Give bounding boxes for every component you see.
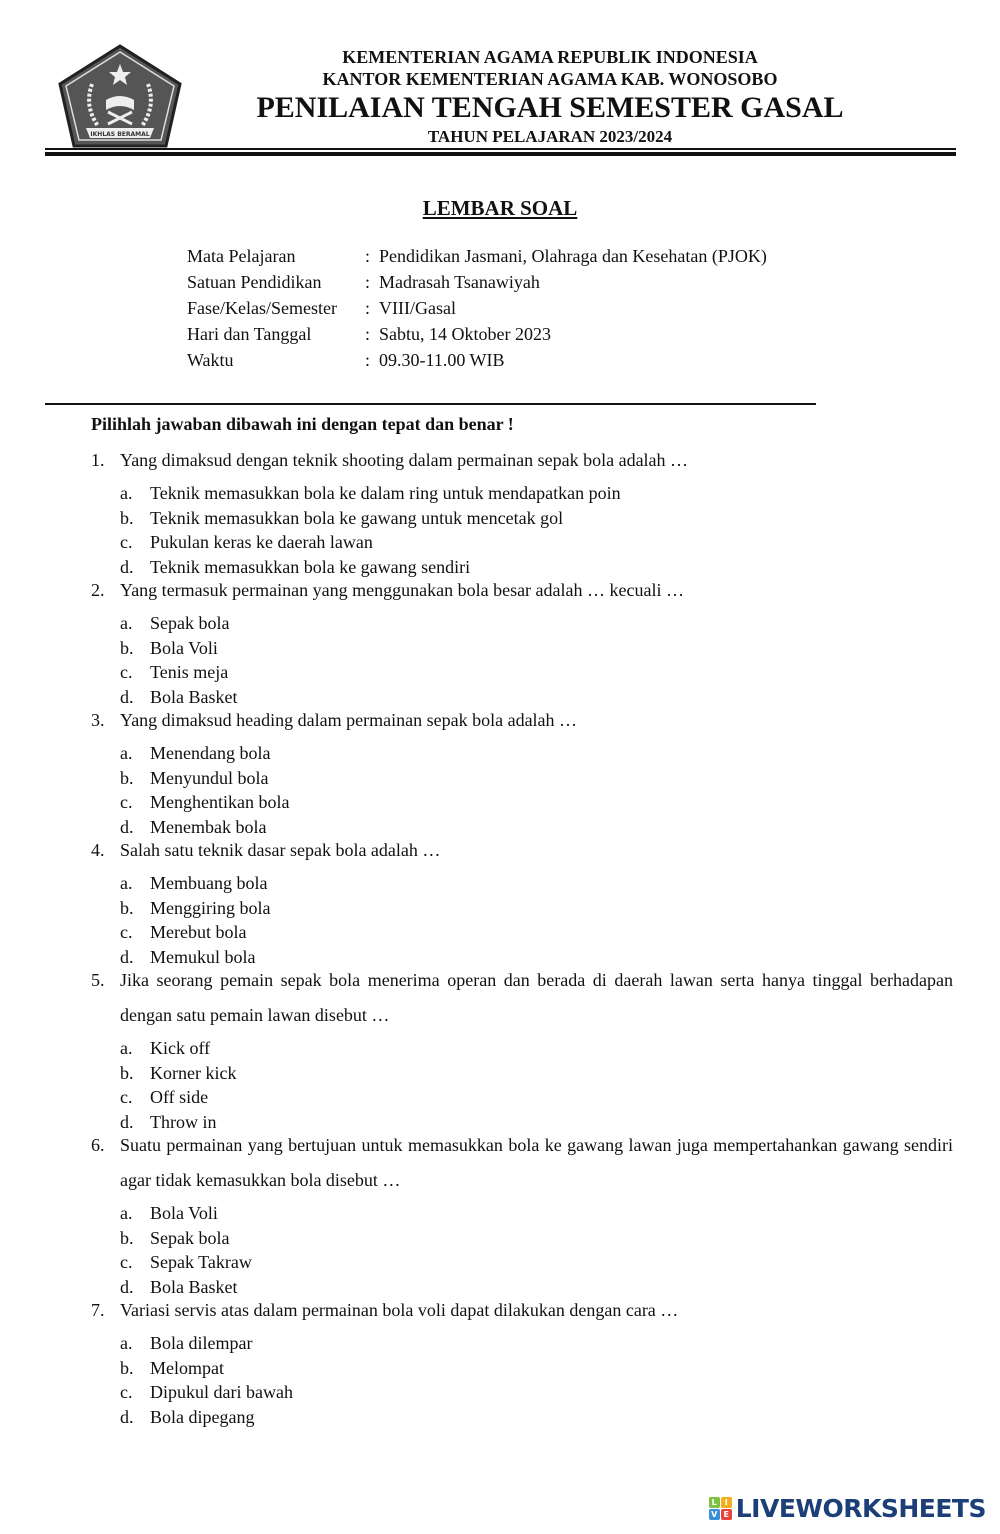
option-letter: b. [120, 1062, 134, 1083]
info-colon: : [365, 246, 371, 266]
answer-option[interactable] [120, 1380, 953, 1405]
question-stem [91, 573, 953, 608]
option-letter: a. [120, 1038, 133, 1058]
info-row [187, 321, 767, 347]
info-value: Sabtu, 14 Oktober 2023 [379, 324, 551, 344]
header-exam-title: PENILAIAN TENGAH SEMESTER GASAL [256, 91, 844, 124]
question-number: 1. [91, 450, 105, 470]
option-letter: d. [120, 946, 134, 967]
tile: E [721, 1509, 732, 1520]
answer-option[interactable] [120, 896, 953, 921]
option-letter: c. [120, 532, 133, 552]
answer-option[interactable] [120, 1201, 953, 1226]
question-text: Yang dimaksud dengan teknik shooting dalam permainan sepak bola adalah … [120, 450, 689, 470]
option-text: Bola dilempar [150, 1333, 253, 1353]
question-text: Yang dimaksud heading dalam permainan sepak bola adalah … [120, 710, 578, 730]
question-stem [91, 703, 953, 738]
option-letter: b. [120, 637, 134, 658]
option-letter: c. [120, 1252, 133, 1272]
option-letter: a. [120, 1333, 133, 1353]
option-letter: a. [120, 613, 133, 633]
question-7 [91, 1293, 953, 1429]
info-label: Satuan Pendidikan [187, 272, 322, 292]
answer-option[interactable] [120, 611, 953, 636]
option-letter: b. [120, 507, 134, 528]
option-letter: c. [120, 1382, 133, 1402]
answer-option[interactable] [120, 1085, 953, 1110]
question-number: 7. [91, 1300, 105, 1320]
option-letter: d. [120, 816, 134, 837]
question-5 [91, 963, 953, 1134]
info-colon: : [365, 298, 371, 318]
answer-option[interactable] [120, 1036, 953, 1061]
option-text: Throw in [150, 1111, 217, 1132]
answer-option[interactable] [120, 660, 953, 685]
answer-option[interactable] [120, 741, 953, 766]
header-office: KANTOR KEMENTERIAN AGAMA KAB. WONOSOBO [322, 69, 778, 89]
option-letter: b. [120, 1357, 134, 1378]
option-letter: c. [120, 1087, 133, 1107]
header-divider-thick [45, 152, 956, 156]
option-letter: c. [120, 662, 133, 682]
tile: L [709, 1497, 720, 1508]
info-row [187, 295, 767, 321]
option-text: Membuang bola [150, 873, 268, 893]
answer-option[interactable] [120, 530, 953, 555]
info-label: Fase/Kelas/Semester [187, 298, 337, 318]
answer-options [120, 481, 953, 579]
instruction: Pilihlah jawaban dibawah ini dengan tepat dan benar ! [91, 414, 514, 434]
option-text: Dipukul dari bawah [150, 1382, 293, 1402]
tile: V [709, 1509, 720, 1520]
liveworksheets-text: LIVEWORKSHEETS [735, 1494, 986, 1523]
option-text: Teknik memasukkan bola ke dalam ring untuk mendapatkan poin [150, 483, 621, 503]
info-row [187, 243, 767, 269]
option-letter: b. [120, 767, 134, 788]
question-text: Salah satu teknik dasar sepak bola adalah … [120, 840, 441, 860]
question-6 [91, 1128, 953, 1299]
info-value: VIII/Gasal [379, 298, 456, 318]
option-text: Merebut bola [150, 922, 247, 942]
answer-option[interactable] [120, 506, 953, 531]
option-text: Tenis meja [150, 662, 229, 682]
option-letter: a. [120, 873, 133, 893]
option-text: Menembak bola [150, 816, 267, 837]
question-number: 4. [91, 840, 105, 860]
answer-option[interactable] [120, 920, 953, 945]
question-number: 5. [91, 970, 105, 990]
header-year: TAHUN PELAJARAN 2023/2024 [427, 127, 673, 146]
answer-options [120, 1036, 953, 1134]
answer-options [120, 871, 953, 969]
option-letter: d. [120, 556, 134, 577]
header-ministry: KEMENTERIAN AGAMA REPUBLIK INDONESIA [342, 47, 758, 67]
option-text: Melompat [150, 1357, 224, 1378]
answer-option[interactable] [120, 766, 953, 791]
info-colon: : [365, 272, 371, 292]
page-title: LEMBAR SOAL [422, 196, 578, 220]
question-stem [91, 833, 953, 868]
option-text: Bola dipegang [150, 1406, 255, 1427]
answer-options [120, 1201, 953, 1299]
option-letter: a. [120, 483, 133, 503]
info-colon: : [365, 324, 371, 344]
option-text: Pukulan keras ke daerah lawan [150, 532, 373, 552]
option-text: Menyundul bola [150, 767, 269, 788]
header-divider-thin [45, 148, 956, 150]
info-value: 09.30-11.00 WIB [379, 350, 505, 370]
question-4 [91, 833, 953, 969]
answer-options [120, 741, 953, 839]
info-label: Mata Pelajaran [187, 246, 296, 266]
question-stem [91, 1293, 953, 1328]
answer-option[interactable] [120, 1061, 953, 1086]
info-label: Waktu [187, 350, 234, 370]
section-divider [45, 403, 816, 405]
question-text: Yang termasuk permainan yang menggunakan bola besar adalah … kecuali … [120, 580, 684, 600]
ministry-logo [58, 44, 182, 148]
option-text: Kick off [150, 1038, 211, 1058]
option-text: Bola Basket [150, 686, 238, 707]
option-letter: d. [120, 686, 134, 707]
question-stem [91, 1128, 953, 1198]
info-label: Hari dan Tanggal [187, 324, 312, 344]
option-letter: d. [120, 1406, 134, 1427]
info-row [187, 347, 767, 373]
question-number: 6. [91, 1135, 105, 1155]
answer-option[interactable] [120, 790, 953, 815]
option-text: Off side [150, 1087, 209, 1107]
svg-text:IKHLAS BERAMAL: IKHLAS BERAMAL [90, 131, 150, 138]
answer-option[interactable] [120, 481, 953, 506]
answer-option[interactable] [120, 1405, 953, 1430]
answer-option[interactable] [120, 1356, 953, 1381]
option-text: Sepak bola [150, 1227, 230, 1248]
info-value: Madrasah Tsanawiyah [379, 272, 540, 292]
question-number: 2. [91, 580, 105, 600]
option-letter: a. [120, 1203, 133, 1223]
question-3 [91, 703, 953, 839]
option-text: Sepak Takraw [150, 1252, 252, 1272]
option-text: Teknik memasukkan bola ke gawang sendiri [150, 556, 471, 577]
exam-info-table [187, 243, 767, 373]
option-text: Sepak bola [150, 613, 230, 633]
question-stem [91, 443, 953, 478]
answer-option[interactable] [120, 1226, 953, 1251]
answer-options [120, 1331, 953, 1429]
question-text: Variasi servis atas dalam permainan bola voli dapat dilakukan dengan cara … [120, 1300, 679, 1320]
option-text: Bola Voli [150, 637, 218, 658]
option-letter: d. [120, 1276, 134, 1297]
option-letter: b. [120, 897, 134, 918]
option-text: Bola Basket [150, 1276, 238, 1297]
info-value: Pendidikan Jasmani, Olahraga dan Kesehatan (PJOK) [379, 246, 767, 266]
answer-options [120, 611, 953, 709]
option-letter: d. [120, 1111, 134, 1132]
option-text: Menggiring bola [150, 897, 271, 918]
answer-option[interactable] [120, 871, 953, 896]
option-text: Menghentikan bola [150, 792, 290, 812]
info-colon: : [365, 350, 371, 370]
answer-option[interactable] [120, 1331, 953, 1356]
option-text: Korner kick [150, 1062, 237, 1083]
question-1 [91, 443, 953, 579]
option-text: Menendang bola [150, 743, 271, 763]
liveworksheets-tiles-icon [709, 1497, 732, 1520]
answer-option[interactable] [120, 1250, 953, 1275]
question-list [91, 443, 953, 1429]
option-letter: c. [120, 922, 133, 942]
option-text: Memukul bola [150, 946, 256, 967]
option-letter: c. [120, 792, 133, 812]
tile: I [721, 1497, 732, 1508]
question-text: Jika seorang pemain sepak bola menerima operan dan berada di daerah lawan serta hanya tinggal berhadapan dengan satu pemain lawan disebut … [120, 970, 953, 1025]
info-row [187, 269, 767, 295]
question-stem [91, 963, 953, 1033]
option-letter: a. [120, 743, 133, 763]
answer-option[interactable] [120, 636, 953, 661]
question-number: 3. [91, 710, 105, 730]
option-text: Bola Voli [150, 1203, 218, 1223]
liveworksheets-logo [709, 1494, 986, 1523]
question-text: Suatu permainan yang bertujuan untuk memasukkan bola ke gawang lawan juga mempertahankan gawang sendiri agar tidak kemasukkan bola disebut … [120, 1135, 953, 1190]
question-2 [91, 573, 953, 709]
option-text: Teknik memasukkan bola ke gawang untuk mencetak gol [150, 507, 564, 528]
option-letter: b. [120, 1227, 134, 1248]
